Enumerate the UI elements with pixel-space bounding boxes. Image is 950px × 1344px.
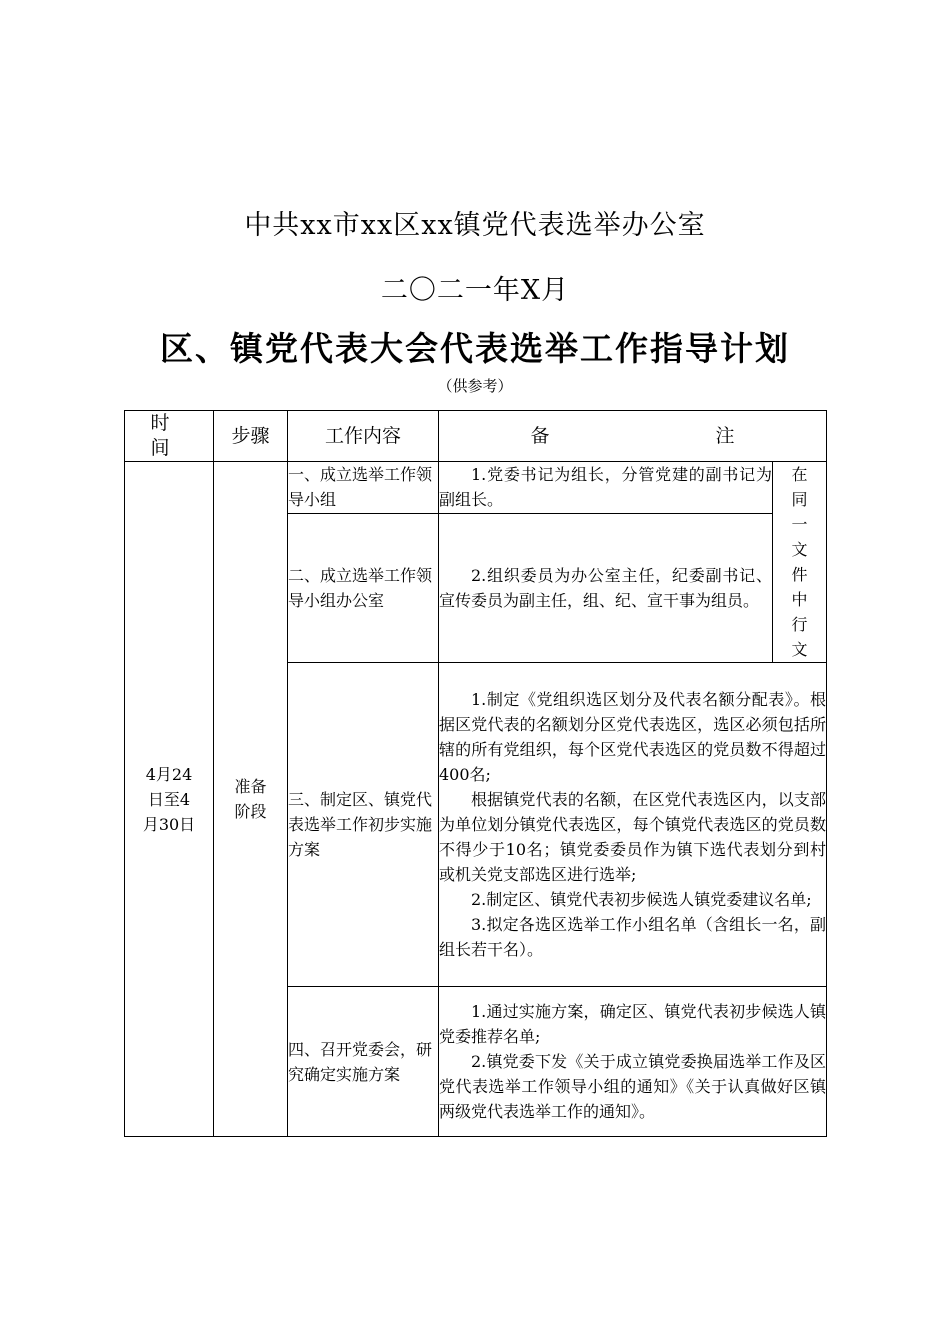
table-row [125,462,827,514]
period-text: 4月24日至4月30日 [142,764,196,834]
issue-date: 二〇二一年X月 [380,275,570,306]
stage-cell [214,462,288,1137]
header-note: 备 注 [439,411,827,462]
issuing-organization: 中共xx市xx区xx镇党代表选举办公室 [244,210,706,241]
plan-table [124,410,827,1137]
document-title: 区、镇党代表大会代表选举工作指导计划 [160,329,790,368]
work-item-3: 三、制定区、镇党代表选举工作初步实施方案 [288,663,439,987]
note-1: 1.党委书记为组长，分管党建的副书记为副组长。 [439,462,773,514]
note-3: 1.制定《党组织选区划分及代表名额分配表》。根据区党代表的名额划分区党代表选区，选区必须包括所辖的所有党组织，每个区党代表选区的党员数不得超过400名; 根据镇党代表的名额，在区党代表选区内，以支部为单位划分镇党代表选区，每个镇党代表选区的党员数不得少于10名；镇党委委员作为镇下选代表划分到村或机关党支部选区进行选举; 2.制定区、镇党代表初步候选人镇党委建议名单; 3.拟定各选区选举工作小组名单（含组长一名，副组长若干名）。 [439,663,827,987]
note-4: 1.通过实施方案，确定区、镇党代表初步候选人镇党委推荐名单; 2.镇党委下发《关于成立镇党委换届选举工作及区党代表选举工作领导小组的通知》《关于认真做好区镇两级党代表选举工作的通知》。 [439,987,827,1137]
work-item-2: 二、成立选举工作领导小组办公室 [288,513,439,662]
period-cell [125,462,214,1137]
header-work: 工作内容 [288,411,439,462]
table-header-row [125,411,827,462]
side-note-cell: 在 同 一 文 件 中 行 文 [773,462,827,663]
header-step: 步骤 [214,411,288,462]
header-time: 时 间 [125,411,214,462]
work-item-4: 四、召开党委会，研究确定实施方案 [288,987,439,1137]
stage-text: 准备阶段 [234,777,267,821]
note-2: 2.组织委员为办公室主任，纪委副书记、宣传委员为副主任，组、纪、宣干事为组员。 [439,513,773,662]
work-item-1: 一、成立选举工作领导小组 [288,462,439,514]
document-subtitle: （供参考） [437,377,513,395]
